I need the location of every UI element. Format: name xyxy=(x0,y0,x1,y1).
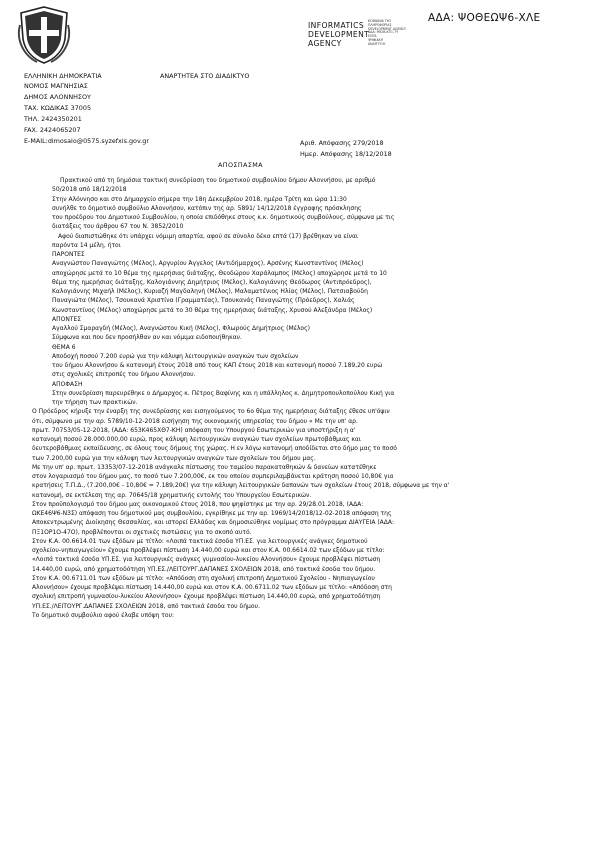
body-line: ότι, σύμφωνα με την αρ. 5789/10-12-2018 εισήγηση της οικονομικής υπηρεσίας του δήμου « Με την υπ' αρ. xyxy=(32,417,358,425)
posted-online-label: ΑΝΑΡΤΗΤΕΑ ΣΤΟ ΔΙΑΔΙΚΤΥΟ xyxy=(160,72,250,80)
body-line: Αγαλλού Σμαραγδή (Μέλος), Αναγνώστου Κική (Μέλος), Φλωρούς Δημήτριος (Μέλος) xyxy=(52,325,310,332)
body-line: σχολική επιτροπή γυμνασίου-λυκείου Αλοννήσου» έχουμε προβλέψει πίστωση 14.440,00 ευρώ, από χρηματοδότηση xyxy=(32,593,381,601)
doc-title: ΑΠΟΣΠΑΣΜΑ xyxy=(218,161,263,169)
logo-line: AGENCY xyxy=(308,39,342,49)
body-line: Στην Αλόννησο και στο Δημαρχείο σήμερα την 18η Δεκεμβρίου 2018, ημέρα Τρίτη και ώρα 11:30 xyxy=(52,195,347,203)
body-line: Στον προϋπολογισμό του δήμου μας οικονομικού έτους 2018, που ψηφίστηκε με την αρ. 29/28.01.2018, (ΑΔΑ: xyxy=(32,500,364,508)
body-line: αποχώρησε μετά το 10 θέμα της ημερήσιας διάταξης, Θεοδώρου Χαράλαμπος (Μέλος) αποχώρησε μετά το 10 xyxy=(52,269,387,277)
section-heading: ΠΑΡΟΝΤΕΣ xyxy=(52,251,85,258)
decision-date: Ημερ. Απόφασης 18/12/2018 xyxy=(300,150,392,158)
body-line: Αναγνώστου Παναγιώτης (Μέλος), Αργυρίου Άγγελος (Αντιδήμαρχος), Αρσένης Κωνσταντίνος (Μέλος) xyxy=(52,260,364,268)
body-line: των 7.200,00 ευρώ για την κάλυψη των λειτουργικών αναγκών των σχολείων του δήμου μας. xyxy=(32,454,316,462)
body-line: του δήμου Αλοννήσου & κατανομή έτους 2018 από τους ΚΑΠ έτους 2018 και κατανομή ποσού 7.189,20 ευρώ xyxy=(52,362,383,369)
body-line: ΩΚΕ46Ψ6-Ν3Σ) απόφαση του δημοτικού μας συμβουλίου, εγκρίθηκε με την αρ. 1969/14/2018/12-02-2018 απόφαση της xyxy=(32,510,392,517)
body-line: παρόντα 14 μέλη, ήτοι xyxy=(52,241,121,249)
body-line: συνήλθε το δημοτικό συμβούλιο Αλοννήσου, κατόπιν της αρ. 5891/ 14/12/2018 έγγραφης πρόσκλησης xyxy=(52,204,362,212)
body-line: Στον Κ.Α. 00.6711.01 των εξόδων με τίτλο: «Απόδοση στη σχολική επιτροπή Δημοτικού Σχολείου - Νηπιαγωγείου xyxy=(32,574,375,582)
logo-small-line: ΠΛΗΡΟΦΟΡΙΑΣ xyxy=(368,22,392,27)
body-line: Αποκεντρωμένης Διοίκησης Θεσσαλίας, και ιστορεί Ελλάδας και δημοσιεύθηκε νομίμως στο πρόγραμμα ΔΙΑΥΓΕΙΑ (ΑΔΑ: xyxy=(32,519,395,527)
body-line: στον λογαριασμό του δήμου μας, το ποσό των 7.200,00€, εκ του οποίου συμπεριλαμβάνεται κράτηση ποσού 10,80€ για xyxy=(32,473,394,480)
ada-code: ΑΔΑ: ΨΟΘΕΩΨ6-ΧΛΕ xyxy=(428,12,541,24)
body-line: σχολείου-νηπιαγωγείου» έχουμε προβλέψει πίστωση 14.440,00 ευρώ και στον Κ.Α. 00.6614.02 των εξόδων με τίτλο: xyxy=(32,547,385,554)
logo-small-line: ΕΣΠΑ xyxy=(368,34,377,39)
postal-code: ΤΑΧ. ΚΩΔΙΚΑΣ 37005 xyxy=(24,104,92,112)
body-line: «Λοιπά τακτικά έσοδα ΥΠ.ΕΣ. για λειτουργικές ανάγκες γυμνασίου-λυκείου Αλοννήσου» έχουμε προβλέψει πίστωση xyxy=(32,556,381,564)
body-line: Αλοννήσου» έχουμε προβλέψει πίστωση 14.440,00 ευρώ και στον Κ.Α. 00.6711.02 των εξόδων με τίτλο: «Απόδοση στη xyxy=(32,584,392,591)
body-line: Ο Πρόεδρος κήρυξε την έναρξη της συνεδρίασης και εισηγούμενος το 6ο θέμα της ημερήσιας διάταξης έθεσε υπ'όψιν xyxy=(32,408,390,416)
body-line: 14.440,00 ευρώ, από χρηματοδότηση ΥΠ.ΕΣ./ΛΕΙΤΟΥΡΓ.ΔΑΠΑΝΕΣ ΣΧΟΛΕΙΩΝ 2018, από τακτικά έσοδα του δήμου. xyxy=(32,565,376,573)
greek-emblem-icon xyxy=(17,5,71,65)
body-line: κατανομή ποσού 28.000.000,00 ευρώ, προς κάλυψη λειτουργικών αναγκών των σχολείων πρωτοβάθμιας και xyxy=(32,436,361,443)
body-line: πρωτ. 70753/05-12-2018, (ΑΔΑ: 653Κ465ΧΘ7-ΚΗ) απόφαση του Υπουργού Εσωτερικών για υποστήριξη η α' xyxy=(32,426,356,434)
prefecture-label: ΝΟΜΟΣ ΜΑΓΝΗΣΙΑΣ xyxy=(24,82,88,90)
logo-small-line: ΑΔΑ: 9Θ2Β-ΚΠΞ-7Υ xyxy=(368,30,399,35)
email: E-MAIL:dimosalo@0575.syzefxis.gov.gr xyxy=(24,137,149,145)
republic-label: ΕΛΛΗΝΙΚΗ ΔΗΜΟΚΡΑΤΙΑ xyxy=(24,72,102,80)
body-line: θέμα της ημερήσιας διάταξης, Καλογιάννης Δημήτριος (Μέλος), Καλογιάννης Θεόδωρος (Αντιπρόεδρος), xyxy=(52,278,372,286)
body-line: Στον Κ.Α. 00.6614.01 των εξόδων με τίτλο: «Λοιπά τακτικά έσοδα ΥΠ.ΕΣ. για λειτουργικές ανάγκες δημοτικού xyxy=(32,537,368,545)
body-line: Κωνσταντίνος (Μέλος) αποχώρησε μετά το 30 θέμα της ημερήσιας διάταξης, Χρυσού Αλεξάνδρα (Μέλος) xyxy=(52,306,373,314)
section-heading: ΘΕΜΑ 6 xyxy=(52,343,76,351)
section-heading: ΑΠΟΝΤΕΣ xyxy=(52,315,82,323)
body-line: 50/2018 από 18/12/2018 xyxy=(52,186,127,194)
logo-small-line: ΑΝΑΠΤΥΞΗ xyxy=(368,41,386,46)
body-line: Με την υπ' αρ. πρωτ. 13353/07-12-2018 ανάγκαλε πίστωσης του ταμείου παρακαταθηκών & δανείων κατατέθηκε xyxy=(32,463,377,471)
body-line: ΠΞ1ΟΡ1Ο-47Ο), προβλέπονται οι σχετικές πιστώσεις για το σκοπό αυτό. xyxy=(32,528,252,536)
logo-line: DEVELOPMENT xyxy=(308,30,370,40)
document-body xyxy=(32,176,570,620)
section-heading: ΑΠΟΦΑΣΗ xyxy=(52,380,83,388)
logo-line: INFORMATICS xyxy=(308,21,365,30)
logo-small-line: DEVELOPMENT AGENCY xyxy=(368,26,406,31)
body-line: διατάξεις του άρθρου 67 του Ν. 3852/2010 xyxy=(52,223,184,231)
body-line: δευτεροβάθμιας εκπαίδευσης, σε όλους τους δήμους της χώρας. Η εν λόγω κατανομή αποδίδεται στο δήμο μας το ποσό xyxy=(32,445,397,453)
body-line: ΥΠ.ΕΣ./ΛΕΙΤΟΥΡΓ.ΔΑΠΑΝΕΣ ΣΧΟΛΕΙΩΝ 2018, από τακτικά έσοδα του δήμου. xyxy=(32,602,260,610)
body-line: Παναγιώτα (Μέλος), Τσουκανά Χριστίνα (Γραμματέας), Τσουκανάς Παναγιώτης (Πρόεδρος), Χαλιάς xyxy=(52,297,355,305)
body-line: του προέδρου του Δημοτικού Συμβουλίου, η οποία επιδόθηκε στους κ.κ. δημοτικούς συμβούλους, σύμφωνα με τις xyxy=(52,214,395,221)
body-line: κρατήσεις Τ.Π.Δ., (7.200,00€ - 10,80€ = 7.189,20€) για την κάλυψη λειτουργικών δαπανών των σχολείων έτους 2018, σύμφωνα με την α' xyxy=(32,482,450,490)
body-line: Καλογιάννης Μιχαήλ (Μέλος), Κυριαζή Μαγδαληνή (Μέλος), Μαλαματένιος Ηλίας (Μέλος), Πατσιαβούδη xyxy=(52,288,368,295)
body-line: στις σχολικές επιτροπές του δήμου Αλοννήσου. xyxy=(52,371,196,379)
decision-number: Αριθ. Απόφασης 279/2018 xyxy=(300,139,384,147)
body-line: κατανομή, σε εκτέλεση της αρ. 70645/18 χρηματικής εντολής του Υπουργείου Εσωτερικών. xyxy=(32,491,312,499)
body-line: Το δημοτικό συμβούλιο αφού έλαβε υπόψη του: xyxy=(32,611,175,619)
phone: ΤΗΛ. 2424350201 xyxy=(24,115,82,123)
body-line: Αποδοχή ποσού 7.200 ευρώ για την κάλυψη λειτουργικών αναγκών των σχολείων xyxy=(52,352,299,360)
logo-small-line: ΨΗΦΙΑΚΗ xyxy=(368,37,384,42)
body-line: Σύμφωνα και που δεν προσήλθαν αν και νόμιμα ειδοποιήθηκαν. xyxy=(52,334,242,342)
body-line: Αφού διαπιστώθηκε ότι υπάρχει νόμιμη απαρτία, αφού σε σύνολο δέκα επτά (17) βρέθηκαν να είναι xyxy=(58,232,359,240)
logo-small-text xyxy=(368,20,406,47)
informatics-logo xyxy=(308,21,369,49)
municipality-label: ΔΗΜΟΣ ΑΛΟΝΝΗΣΟΥ xyxy=(24,93,91,101)
body-line: Στην συνεδρίαση παρευρέθηκε ο Δήμαρχος κ. Πέτρος Βαφίνης και η υπάλληλος κ. Δημητροπουλοπούλου Κική για xyxy=(52,389,395,397)
fax: FAX. 2424065207 xyxy=(24,126,81,134)
logo-small-line: ΚΟΙΝΩΝΙΑ ΤΗΣ xyxy=(368,19,392,23)
body-line: την τήρηση των πρακτικών. xyxy=(52,399,138,406)
body-line: Πρακτικού από τη δημόσια τακτική συνεδρίαση του δημοτικού συμβουλίου δήμου Αλοννήσου, με αριθμό xyxy=(60,177,376,184)
